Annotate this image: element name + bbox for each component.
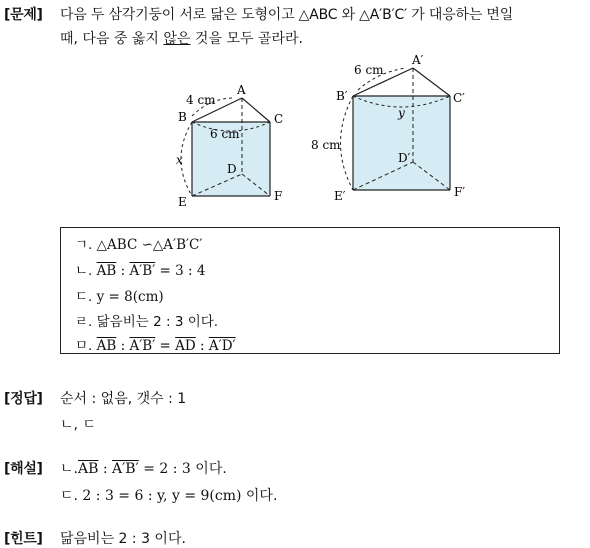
choice-2-seg-ab: $\overline{AB}$ [96, 263, 117, 279]
small-label-F: F [274, 189, 283, 203]
small-label-bc-length: 6 cm [210, 127, 240, 141]
choice-5-eq: = [155, 338, 176, 354]
choice-4-text: 닮음비는 2 : 3 이다. [96, 314, 219, 330]
hint-line1: 닮음비는 2 : 3 이다. [60, 531, 186, 547]
explanation-seg-a2b2: A′B′ [112, 461, 139, 477]
answer-line2: ㄴ, ㄷ [60, 417, 96, 433]
explanation-seg-ab: $\overline{AB}$ [77, 461, 99, 477]
choice-3 [75, 285, 164, 305]
choice-5 [75, 334, 236, 354]
problem-line2-post: 것을 모두 골라라. [190, 31, 303, 47]
prism-figure [170, 54, 480, 214]
large-edge-ac [413, 68, 450, 96]
large-label-bc-y: y [398, 106, 405, 120]
large-label-B: B′ [336, 89, 348, 103]
large-label-D: D′ [398, 151, 411, 165]
problem-tag: [문제] [4, 7, 43, 23]
large-label-ab-length: 6 cm [354, 63, 384, 77]
choice-2-seg-a2b2: A′B′ [129, 263, 156, 279]
small-label-D: D [227, 162, 237, 176]
explanation-sep: : [98, 461, 113, 477]
choice-3-text: y = 8(cm) [96, 289, 164, 305]
choice-1-text: △ABC ∽△A′B′C′ [96, 237, 203, 253]
small-label-ab-length: 4 cm [186, 93, 216, 107]
large-label-E: E′ [334, 189, 346, 203]
choice-2-sep: : [116, 263, 130, 279]
choice-1-num: ㄱ. [75, 237, 93, 253]
choices-box [60, 227, 560, 354]
problem-line2-pre: 때, 다음 중 옳지 [60, 31, 164, 47]
small-label-B: B [178, 110, 187, 124]
small-label-A: A [237, 83, 246, 97]
choice-2 [75, 259, 205, 279]
problem-line2-underlined: 않은 [163, 31, 191, 47]
choice-5-seg-ad: $\overline{AD}$ [175, 338, 196, 354]
large-label-height-length: 8 cm [311, 138, 341, 152]
small-label-height-x: x [176, 153, 183, 167]
answer-tag: [정답] [4, 391, 43, 407]
explanation-line1-rest: = 2 : 3 이다. [138, 461, 227, 477]
small-label-C: C [274, 112, 284, 126]
answer-line1: 순서 : 없음, 갯수 : 1 [60, 391, 187, 407]
small-edge-ac [242, 98, 270, 122]
large-label-C: C′ [453, 91, 465, 105]
choice-1 [75, 233, 202, 253]
problem-text-line1: 다음 두 삼각기둥이 서로 닮은 도형이고 △ABC 와 △A′B′C′ 가 대응하는 면일 [60, 7, 514, 23]
choice-5-seg-ab: $\overline{AB}$ [96, 338, 117, 354]
explanation-line1-num: ㄴ. [60, 461, 78, 477]
hint-tag: [힌트] [4, 531, 43, 547]
large-height-brace [341, 96, 354, 190]
choice-5-seg-a2b2: A′B′ [129, 338, 156, 354]
explanation-line2: ㄷ. 2 : 3 = 6 : y, y = 9(cm) 이다. [60, 488, 278, 504]
problem-text-line2 [60, 28, 303, 48]
large-label-F: F′ [454, 185, 466, 199]
choice-5-num: ㅁ. [75, 338, 93, 354]
small-prism [176, 83, 283, 209]
choice-5-sep2: : [195, 338, 209, 354]
choice-2-num: ㄴ. [75, 263, 93, 279]
choice-5-sep: : [116, 338, 130, 354]
large-label-A: A′ [412, 54, 424, 67]
choice-2-rest: = 3 : 4 [155, 263, 206, 279]
large-prism [311, 54, 465, 203]
choice-4-num: ㄹ. [75, 314, 93, 330]
choice-5-seg-a2d2: A′D′ [208, 338, 236, 354]
choice-3-num: ㄷ. [75, 289, 93, 305]
explanation-line1 [60, 458, 227, 478]
explanation-tag: [해설] [4, 461, 43, 477]
choice-4 [75, 310, 218, 330]
small-label-E: E [178, 195, 187, 209]
